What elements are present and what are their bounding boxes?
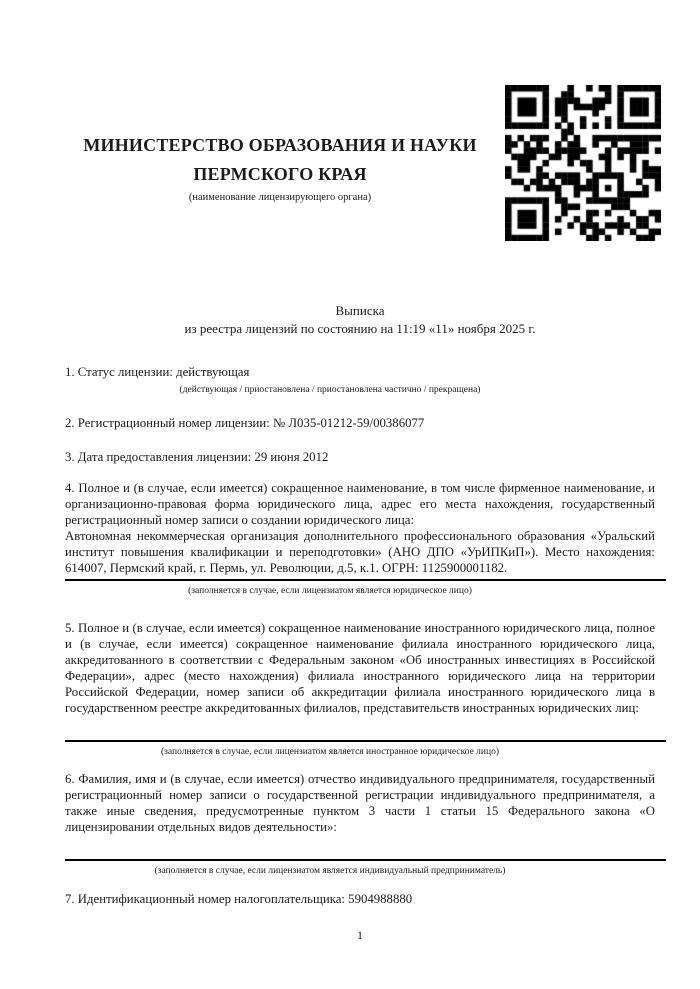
document-title-line2: из реестра лицензий по состоянию на 11:19 «11» ноября 2025 г. (184, 321, 536, 336)
item-1-text: 1. Статус лицензии: действующая (65, 365, 250, 379)
document-title (65, 302, 655, 338)
item-5-foreign-entity (65, 620, 655, 758)
item-4-fill-line (65, 579, 666, 581)
item-7-text: 7. Идентификационный номер налогоплательщика: 5904988880 (65, 892, 413, 906)
ministry-name: МИНИСТЕРСТВО ОБРАЗОВАНИЯ И НАУКИ ПЕРМСКОГО КРАЯ (83, 135, 477, 184)
document-header (62, 131, 498, 203)
item-7-taxpayer-number (65, 891, 655, 907)
qr-code-image (505, 85, 661, 241)
page-number: 1 (357, 928, 363, 942)
item-6-text: 6. Фамилия, имя и (в случае, если имеется) отчество индивидуального предпринимателя, государственный регистрационный номер записи о государственной регистрации индивидуального предпринимателя, а также иные сведения, предусмотренные пунктом 3 части 1 статьи 15 Федерального закона «О лицензировании отдельных видов деятельности»: (65, 772, 655, 834)
item-3-license-date (65, 449, 655, 465)
item-6-individual-entrepreneur (65, 771, 655, 877)
qr-code (505, 85, 661, 241)
item-5-fill-line (65, 740, 666, 742)
item-4-text: 4. Полное и (в случае, если имеется) сокращенное наименование, в том числе фирменное наименование, и организационно-правовая форма юридического лица, адрес его места нахождения, государственный регистрационный номер записи о создании юридического лица: (65, 481, 655, 527)
item-6-fill-line (65, 859, 666, 861)
item-2-registration-number (65, 415, 655, 431)
item-6-caption: (заполняется в случае, если лицензиатом является индивидуальный предприниматель) (154, 866, 506, 876)
item-5-text: 5. Полное и (в случае, если имеется) сокращенное наименование иностранного юридического лица, полное и (в случае, если имеется) сокращенное наименование филиала иностранного юридического лица, аккредитованного в соответствии с Федеральным законом «Об иностранных инвестициях в Российской Федерации», адрес (место нахождения) филиала иностранного юридического лица на территории Российской Федерации, номер записи об аккредитации филиала иностранного юридического лица в государственном реестре аккредитованных филиалов, представительств иностранных юридических лиц: (65, 621, 655, 715)
item-4-legal-entity (65, 480, 655, 597)
item-4-caption: (заполняется в случае, если лицензиатом является юридическое лицо) (188, 586, 472, 596)
item-4-value: Автономная некоммерческая организация дополнительного профессионального образования «Уральский институт повышения квалификации и переподготовки» (АНО ДПО «УрИПКиП»). Место нахождения: 614007, Пермский край, г. Пермь, ул. Революции, д.5, к.1. ОГРН: 1125900001182. (65, 529, 655, 575)
ministry-caption: (наименование лицензирующего органа) (188, 192, 372, 203)
item-1-caption: (действующая / приостановлена / приостановлена частично / прекращена) (179, 385, 481, 395)
item-1-license-status (65, 364, 655, 396)
document-title-line1: Выписка (335, 303, 385, 318)
item-2-text: 2. Регистрационный номер лицензии: № Л035-01212-59/00386077 (65, 416, 425, 430)
item-3-text: 3. Дата предоставления лицензии: 29 июня 2012 (65, 450, 329, 464)
item-5-caption: (заполняется в случае, если лицензиатом является иностранное юридическое лицо) (161, 747, 499, 757)
